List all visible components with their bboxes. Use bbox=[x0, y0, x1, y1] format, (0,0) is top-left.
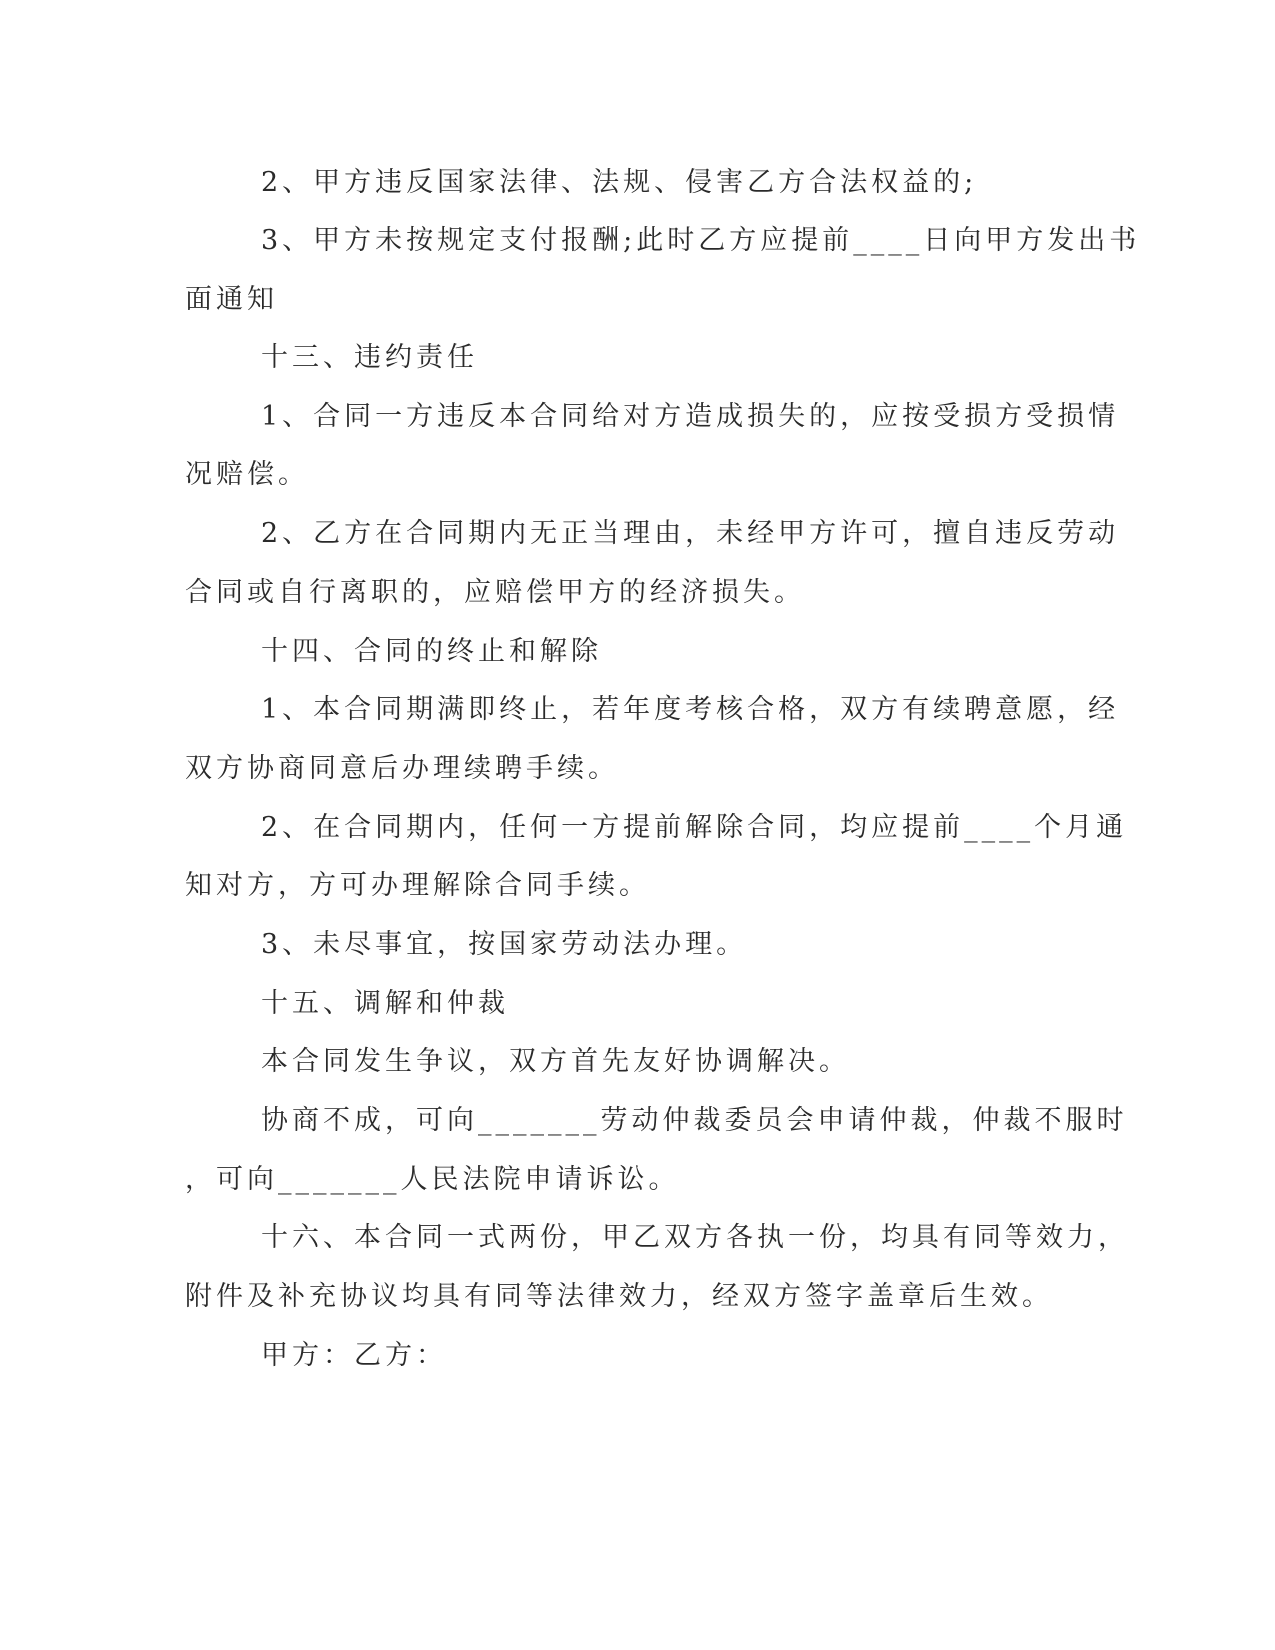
clause-14-item-2: 2、在合同期内，任何一方提前解除合同，均应提前____个月通 bbox=[261, 812, 1128, 843]
clause-15-para-1: 本合同发生争议，双方首先友好协调解决。 bbox=[261, 1046, 850, 1077]
clause-16: 十六、本合同一式两份，甲乙双方各执一份，均具有同等效力， bbox=[261, 1222, 1129, 1253]
clause-13-item-2-cont: 合同或自行离职的，应赔偿甲方的经济损失。 bbox=[185, 577, 805, 608]
clause-14-item-2-cont: 知对方，方可办理解除合同手续。 bbox=[185, 870, 650, 901]
section-heading-13: 十三、违约责任 bbox=[261, 342, 478, 373]
clause-12-item-2: 2、甲方违反国家法律、法规、侵害乙方合法权益的; bbox=[261, 167, 978, 198]
section-heading-15: 十五、调解和仲裁 bbox=[261, 988, 509, 1019]
clause-13-item-2: 2、乙方在合同期内无正当理由，未经甲方许可，擅自违反劳动 bbox=[261, 518, 1120, 549]
clause-14-item-3: 3、未尽事宜，按国家劳动法办理。 bbox=[261, 929, 748, 960]
clause-14-item-1: 1、本合同期满即终止，若年度考核合格，双方有续聘意愿，经 bbox=[261, 694, 1120, 725]
clause-15-para-2-cont: ，可向_______人民法院申请诉讼。 bbox=[185, 1164, 680, 1195]
clause-13-item-1: 1、合同一方违反本合同给对方造成损失的，应按受损方受损情 bbox=[261, 401, 1120, 432]
clause-12-item-3: 3、甲方未按规定支付报酬;此时乙方应提前____日向甲方发出书 bbox=[261, 225, 1141, 256]
signature-line: 甲方：乙方： bbox=[261, 1340, 447, 1371]
clause-13-item-1-cont: 况赔偿。 bbox=[185, 459, 309, 490]
clause-12-item-3-cont: 面通知 bbox=[185, 284, 278, 315]
section-heading-14: 十四、合同的终止和解除 bbox=[261, 636, 602, 667]
clause-16-cont: 附件及补充协议均具有同等法律效力，经双方签字盖章后生效。 bbox=[185, 1281, 1053, 1312]
clause-15-para-2: 协商不成，可向_______劳动仲裁委员会申请仲裁，仲裁不服时 bbox=[261, 1105, 1128, 1136]
clause-14-item-1-cont: 双方协商同意后办理续聘手续。 bbox=[185, 753, 619, 784]
